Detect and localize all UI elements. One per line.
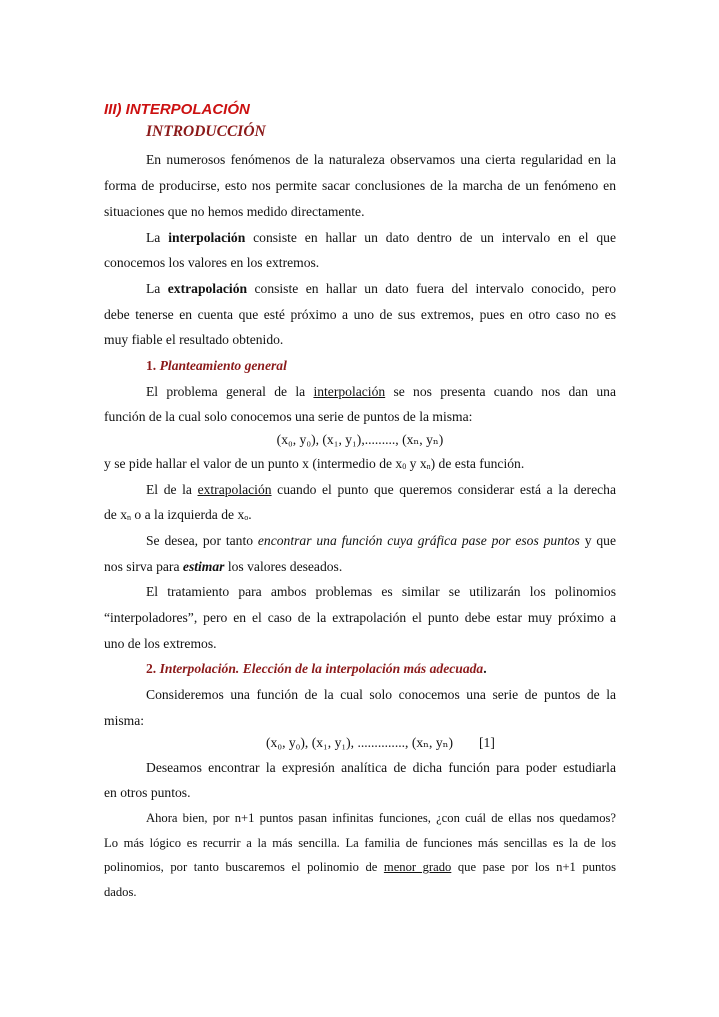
paragraph-line: polinomios, por tanto buscaremos el polinomio de menor grado que pase por los n+1 puntos <box>104 860 616 874</box>
section-title: III) INTERPOLACIÓN <box>104 101 250 118</box>
paragraph-line: conocemos los valores en los extremos. <box>104 255 320 270</box>
paragraph-line: muy fiable el resultado obtenido. <box>104 332 284 347</box>
paragraph-line: En numerosos fenómenos de la naturaleza observamos una cierta regularidad en la <box>146 152 616 167</box>
paragraph-line: El tratamiento para ambos problemas es similar se utilizarán los polinomios <box>146 584 616 599</box>
paragraph-line: Deseamos encontrar la expresión analítica de dicha función para poder estudiarla <box>146 760 616 775</box>
paragraph-line: nos sirva para estimar los valores deseados. <box>104 559 343 574</box>
paragraph-line: de $x_n$ o a la izquierda de $x_o$. <box>104 507 252 522</box>
paragraph-line: dados. <box>104 885 137 899</box>
paragraph-line: misma: <box>104 713 145 728</box>
paragraph-line: La interpolación consiste en hallar un dato dentro de un intervalo en el que <box>146 230 616 245</box>
paragraph-line: El problema general de la interpolación se nos presenta cuando nos dan una <box>146 384 616 399</box>
formula: (x₀, y₀), (x₁, y₁),........., (xₙ, yₙ) <box>276 432 444 447</box>
paragraph-line: Ahora bien, por n+1 puntos pasan infinitas funciones, ¿con cuál de ellas nos quedamos? <box>146 811 616 825</box>
section-heading: 2. Interpolación. Elección de la interpolación más adecuada. <box>146 661 487 676</box>
paragraph-line: Se desea, por tanto encontrar una función cuya gráfica pase por esos puntos y que <box>146 533 616 548</box>
paragraph-line: “interpoladores”, pero en el caso de la extrapolación el punto debe estar muy próximo a <box>104 610 616 625</box>
paragraph-line: La extrapolación consiste en hallar un dato fuera del intervalo conocido, pero <box>146 281 616 296</box>
formula: (x₀, y₀), (x₁, y₁), .............., (xₙ, yₙ) <box>266 735 454 750</box>
subsection-title: INTRODUCCIÓN <box>146 123 266 140</box>
section-heading: 1. Planteamiento general <box>146 358 287 373</box>
equation-number: [1] <box>479 735 495 750</box>
paragraph-line: debe tenerse en cuenta que esté próximo a uno de sus extremos, pues en otro caso no es <box>104 307 616 322</box>
paragraph-line: Consideremos una función de la cual solo conocemos una serie de puntos de la <box>146 687 616 702</box>
paragraph-line: situaciones que no hemos medido directamente. <box>104 204 365 219</box>
paragraph-line: uno de los extremos. <box>104 636 217 651</box>
paragraph-line: Lo más lógico es recurrir a la más sencilla. La familia de funciones más sencillas es la de los <box>104 836 616 850</box>
paragraph-line: El de la extrapolación cuando el punto que queremos considerar está a la derecha <box>146 482 616 497</box>
paragraph-line: forma de producirse, esto nos permite sacar conclusiones de la marcha de un fenómeno en <box>104 178 616 193</box>
paragraph-line: y se pide hallar el valor de un punto x (intermedio de $x_0$ y $x_n$) de esta función. <box>104 456 525 471</box>
paragraph-line: función de la cual solo conocemos una serie de puntos de la misma: <box>104 409 473 424</box>
paragraph-line: en otros puntos. <box>104 785 191 800</box>
